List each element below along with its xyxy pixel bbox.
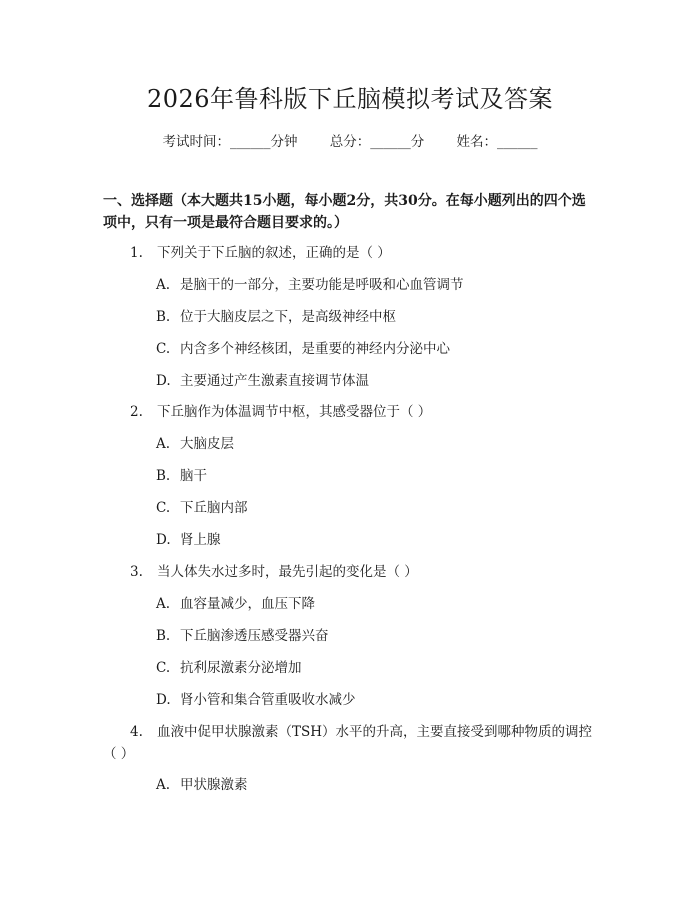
section-heading-line2: 项中，只有一项是最符合题目要求的。） <box>103 215 348 231</box>
question-number: 1. <box>130 245 143 261</box>
option-letter: A. <box>156 777 171 793</box>
option-text: 内含多个神经核团，是重要的神经内分泌中心 <box>180 341 450 357</box>
option-3d <box>156 690 356 710</box>
option-letter: D. <box>156 532 171 548</box>
option-letter: D. <box>156 373 171 389</box>
option-text: 位于大脑皮层之下，是高级神经中枢 <box>180 309 396 325</box>
option-1a <box>156 275 464 295</box>
question-4-continuation: （ ） <box>103 746 135 762</box>
option-3c <box>156 658 302 678</box>
option-text: 下丘脑渗透压感受器兴奋 <box>180 628 329 644</box>
option-text: 甲状腺激素 <box>180 777 248 793</box>
option-text: 血容量减少，血压下降 <box>180 596 315 612</box>
option-text: 肾小管和集合管重吸收水减少 <box>180 692 356 708</box>
option-3a <box>156 594 315 614</box>
option-text: 脑干 <box>180 468 207 484</box>
option-4a <box>156 775 248 795</box>
option-1d <box>156 371 369 391</box>
option-2c <box>156 498 248 518</box>
option-text: 主要通过产生激素直接调节体温 <box>180 373 369 389</box>
document-title: 2026年鲁科版下丘脑模拟考试及答案 <box>146 85 554 113</box>
exam-score-field: 总分：______分 <box>329 134 425 150</box>
option-3b <box>156 626 329 646</box>
option-letter: A. <box>156 596 171 612</box>
option-letter: C. <box>156 660 171 676</box>
question-3 <box>130 562 418 582</box>
option-letter: B. <box>156 468 171 484</box>
option-letter: B. <box>156 309 171 325</box>
option-text: 大脑皮层 <box>180 436 234 452</box>
option-letter: C. <box>156 341 171 357</box>
option-letter: A. <box>156 277 171 293</box>
question-text: 下丘脑作为体温调节中枢，其感受器位于（ ） <box>157 404 432 420</box>
option-letter: D. <box>156 692 171 708</box>
question-text: 下列关于下丘脑的叙述，正确的是（ ） <box>157 245 391 261</box>
question-number: 4. <box>130 724 143 740</box>
option-text: 下丘脑内部 <box>180 500 248 516</box>
question-number: 3. <box>130 564 143 580</box>
question-text: 当人体失水过多时，最先引起的变化是（ ） <box>157 564 418 580</box>
option-text: 是脑干的一部分，主要功能是呼吸和心血管调节 <box>180 277 464 293</box>
section-heading-line1: 一、选择题（本大题共15小题，每小题2分，共30分。在每小题列出的四个选 <box>103 193 586 209</box>
option-2d <box>156 530 221 550</box>
option-text: 肾上腺 <box>180 532 221 548</box>
option-2a <box>156 434 234 454</box>
section-heading <box>103 190 603 234</box>
exam-meta <box>0 132 700 152</box>
option-letter: C. <box>156 500 171 516</box>
question-2 <box>130 402 431 422</box>
exam-time-field: 考试时间：______分钟 <box>162 134 298 150</box>
option-1c <box>156 339 450 359</box>
question-4 <box>130 722 592 742</box>
option-text: 抗利尿激素分泌增加 <box>180 660 302 676</box>
question-text: 血液中促甲状腺激素（TSH）水平的升高，主要直接受到哪种物质的调控 <box>157 724 593 740</box>
option-letter: A. <box>156 436 171 452</box>
option-2b <box>156 466 207 486</box>
question-1 <box>130 243 391 263</box>
option-1b <box>156 307 396 327</box>
option-letter: B. <box>156 628 171 644</box>
question-number: 2. <box>130 404 143 420</box>
exam-name-field: 姓名：______ <box>456 134 538 150</box>
